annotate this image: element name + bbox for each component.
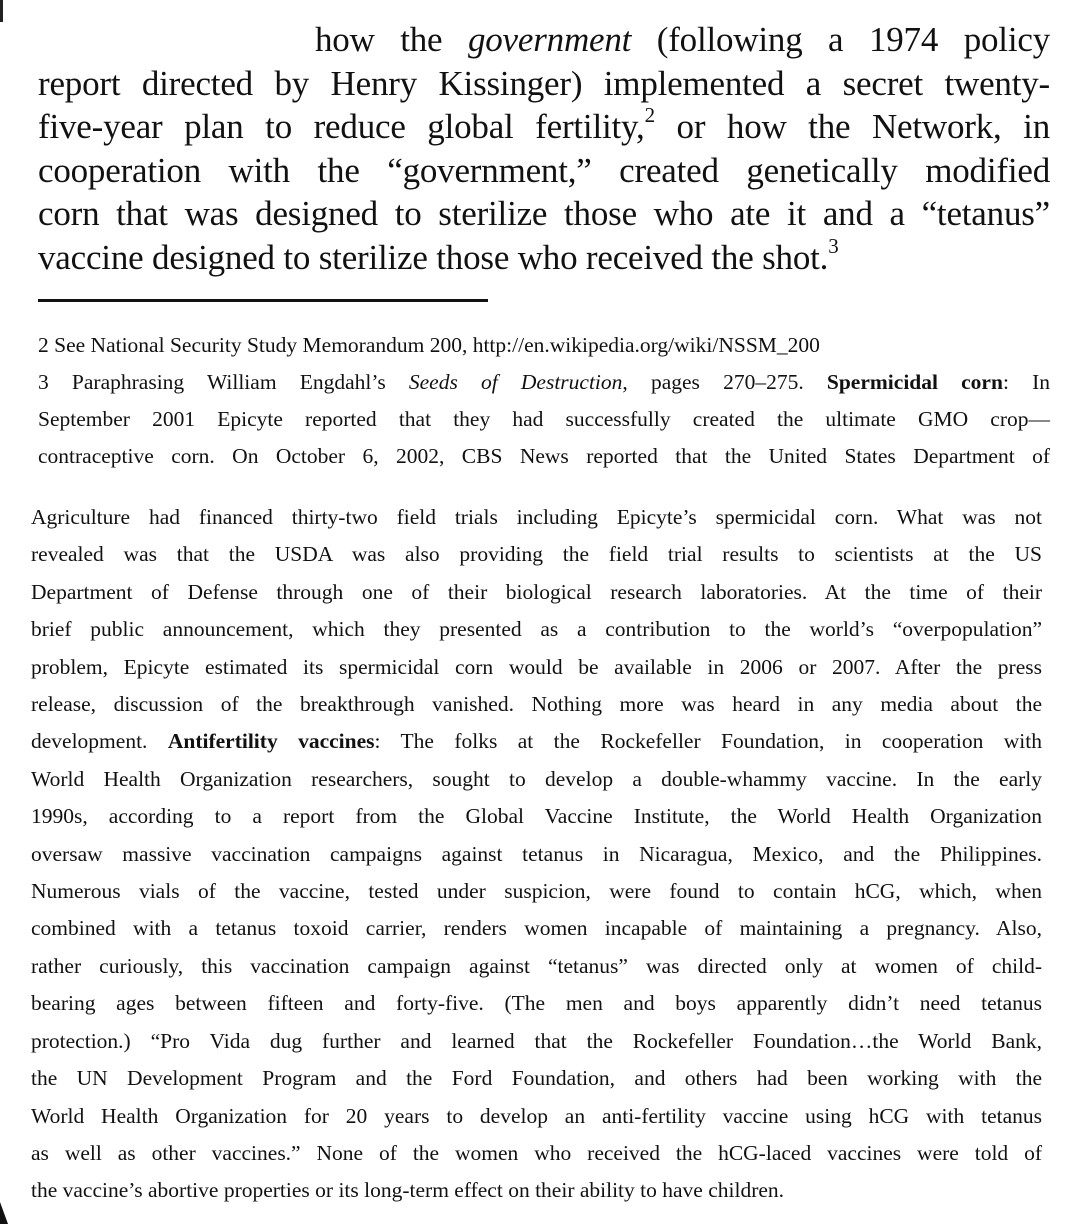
text-run: : In — [1002, 370, 1050, 394]
continuation-line: World Health Organization for 20 years to develop an anti-fertility vaccine using hCG with tetanus — [31, 1103, 1042, 1128]
page-edge-mark — [0, 0, 3, 22]
continuation-line: Department of Defense through one of their biological research laboratories. At the time of their — [31, 579, 1042, 604]
continuation-line: problem, Epicyte estimated its spermicidal corn would be available in 2006 or 2007. After the press — [31, 654, 1042, 679]
continuation-line: release, discussion of the breakthrough vanished. Nothing more was heard in any media about the — [31, 692, 1042, 717]
continuation-line: the vaccine’s abortive properties or its long-term effect on their ability to have children. — [31, 1178, 785, 1203]
continuation-line — [31, 723, 1042, 760]
text-run: 3 Paraphrasing William Engdahl’s — [38, 370, 409, 394]
continuation-line: brief public announcement, which they presented as a contribution to the world’s “overpopulation” — [31, 617, 1042, 642]
italic-text: government — [467, 20, 632, 59]
text-run: vaccine designed to sterilize those who received the shot. — [38, 237, 829, 277]
continuation-line: combined with a tetanus toxoid carrier, renders women incapable of maintaining a pregnancy. Also, — [31, 916, 1042, 941]
continuation-line: Agriculture had financed thirty-two field trials including Epicyte’s spermicidal corn. What was not — [31, 505, 1042, 529]
text-run: (following a 1974 policy — [631, 20, 1050, 59]
text-run: development. — [31, 729, 168, 754]
book-title: Seeds of Destruction — [408, 370, 623, 394]
continuation-line: protection.) “Pro Vida dug further and learned that the Rockefeller Foundation…the World Bank, — [31, 1028, 1042, 1053]
continuation-line: revealed was that the USDA was also providing the field trial results to scientists at the US — [31, 542, 1042, 567]
main-line: cooperation with the “government,” created genetically modified — [38, 150, 1050, 190]
main-line — [38, 18, 1050, 62]
footnote-reference-2[interactable]: 2 — [644, 103, 655, 128]
footnote-number: 2 — [38, 333, 49, 357]
main-line — [38, 105, 1050, 149]
text-run: how the — [315, 20, 468, 59]
text-run: : The folks at the Rockefeller Foundation, in cooperation with — [374, 729, 1042, 754]
page-corner-mark — [0, 1202, 8, 1224]
main-line: report directed by Henry Kissinger) implemented a secret twenty- — [38, 63, 1050, 103]
main-line — [38, 233, 1050, 280]
footnotes — [38, 327, 1050, 475]
footnote-3-line: contraceptive corn. On October 6, 2002, CBS News reported that the United States Department of — [38, 444, 1050, 468]
continuation-line: rather curiously, this vaccination campaign against “tetanus” was directed only at women of child- — [31, 953, 1042, 978]
continuation-line: oversaw massive vaccination campaigns against tetanus in Nicaragua, Mexico, and the Philippines. — [31, 841, 1042, 866]
section-heading: Spermicidal corn — [826, 370, 1003, 394]
main-line: corn that was designed to sterilize those who ate it and a “tetanus” — [38, 194, 1050, 233]
footnote-2 — [38, 327, 1050, 364]
footnote-3-line — [38, 364, 1050, 401]
text-run: , pages 270–275. — [622, 370, 827, 394]
continuation-line: bearing ages between fifteen and forty-five. (The men and boys apparently didn’t need tetanus — [31, 991, 1042, 1016]
footnote-continuation — [31, 499, 1042, 1210]
text-run: five-year plan to reduce global fertility, — [38, 107, 645, 146]
continuation-line: 1990s, according to a report from the Global Vaccine Institute, the World Health Organization — [31, 804, 1042, 829]
continuation-line: the UN Development Program and the Ford Foundation, and others had been working with the — [31, 1066, 1042, 1091]
section-heading: Antifertility vaccines — [167, 729, 375, 754]
continuation-line: as well as other vaccines.” None of the women who received the hCG-laced vaccines were told of — [31, 1140, 1042, 1165]
footnote-3-line: September 2001 Epicyte reported that they had successfully created the ultimate GMO crop— — [38, 407, 1050, 431]
main-paragraph — [38, 18, 1050, 279]
footnote-text: See National Security Study Memorandum 200, http://en.wikipedia.org/wiki/NSSM_200 — [48, 333, 820, 357]
continuation-line: World Health Organization researchers, sought to develop a double-whammy vaccine. In the early — [31, 766, 1042, 791]
footnote-divider — [38, 299, 488, 302]
text-run: or how the Network, in — [654, 107, 1050, 146]
footnote-reference-3[interactable]: 3 — [828, 233, 839, 258]
continuation-line: Numerous vials of the vaccine, tested under suspicion, were found to contain hCG, which, when — [31, 879, 1042, 904]
